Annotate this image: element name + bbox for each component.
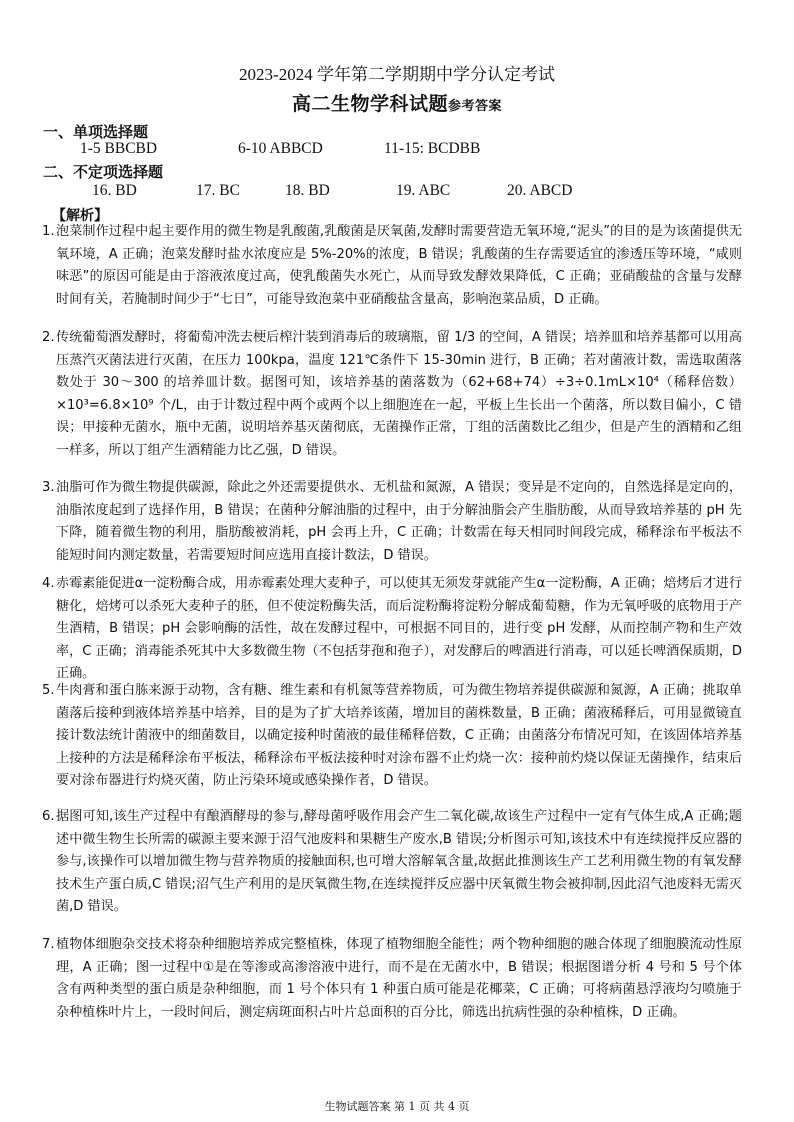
explanation-text: 牛肉膏和蛋白胨来源于动物，含有糖、维生素和有机氮等营养物质，可为微生物培养提供碳源和氮源，A 正确；挑取单菌落后接种到液体培养基中培养，目的是为了扩大培养该菌，增加目的菌株数量，B 正确；菌液稀释后，可用显微镜直接计数法统计菌液中的细菌数目，以确定接种时菌液的最佳稀释倍数，C 正确；由菌落分布情况可知，在该固体培养基上接种的方法是稀释涂布平板法，稀释涂布平板法接种时对涂布器不止灼烧一次：接种前灼烧以保证无菌操作，结束后要对涂布器进行灼烧灭菌，防止污染环境或感染操作者，D 错误。 [56, 683, 742, 789]
explanation-text: 传统葡萄酒发酵时，将葡萄冲洗去梗后榨汁装到消毒后的玻璃瓶，留 1/3 的空间，A 错误；培养皿和培养基都可以用高压蒸汽灭菌法进行灭菌，在压力 100kpa，温度 121℃条件下 15-30min 进行，B 正确；若对菌液计数，需选取菌落数处于 30～300 的培养皿计数。据图可知，该培养基的菌落数为（62+68+74）÷3÷0.1mL×10⁴（稀释倍数）×10³=6.8×10⁹ 个/L，由于计数过程中两个或两个以上细胞连在一起，平板上生长出一个菌落，所以数目偏小，C 错误；甲接种无菌水，瓶中无菌，说明培养基灭菌彻底，无菌操作正常，丁组的活菌数比乙组少，但是产生的酒精和乙组一样多，所以丁组产生酒精能力比乙强，D 错误。 [56, 330, 742, 458]
exam-title: 2023-2024 学年第二学期期中学分认定考试 [239, 65, 555, 84]
explanation-item [42, 327, 742, 463]
page-footer: 生物试题答案 第 1 页 共 4 页 [324, 1100, 470, 1113]
explanation-item [42, 934, 742, 1024]
single-answer-group-2: 6-10 ABBCD [238, 140, 323, 157]
single-answer-group-3: 11-15: BCDBB [384, 140, 481, 157]
explanation-text: 油脂可作为微生物提供碳源，除此之外还需要提供水、无机盐和氮源，A 错误；变异是不定向的，自然选择是定向的，油脂浓度起到了选择作用，B 错误；在菌种分解油脂的过程中，由于分解油脂会产生脂肪酸，从而导致培养基的 pH 先下降，随着微生物的利用，脂肪酸被消耗，pH 会再上升，C 正确；计数需在每天相同时间段完成，稀释涂布平板法不能短时间内测定数量，若需要短时间应选用直接计数法，D 错误。 [56, 480, 742, 563]
explanation-number: 6. [42, 809, 55, 824]
explanation-item [42, 221, 742, 311]
explanation-text: 赤霉素能促进α一淀粉酶合成，用赤霉素处理大麦种子，可以使其无须发芽就能产生α一淀粉酶，A 正确；焙烤后才进行糖化，焙烤可以杀死大麦种子的胚，但不使淀粉酶失活，而后淀粉酶将淀粉分解成葡萄糖，作为无氧呼吸的底物用于产生酒精，B 错误；pH 会影响酶的活性，故在发酵过程中，可根据不同目的，进行变 pH 发酵，从而控制产物和生产效率，C 正确；消毒能杀死其中大多数微生物（不包括芽孢和孢子），对发酵后的啤酒进行消毒，可以延长啤酒保质期，D 正确。 [56, 576, 742, 682]
explanation-text: 泡菜制作过程中起主要作用的微生物是乳酸菌,乳酸菌是厌氧菌,发酵时需要营造无氧环境,“泥头”的目的是为该菌提供无氧环境，A 正确；泡菜发酵时盐水浓度应是 5%-20%的浓度，B 错误；乳酸菌的生存需要适宜的渗透压等环境，“咸则味恶”的原因可能是由于溶液浓度过高，使乳酸菌失水死亡，从而导致发酵效果降低，C 正确；亚硝酸盐的含量与发酵时间有关，若腌制时间少于“七日”，可能导致泡菜中亚硝酸盐含量高，影响泡菜品质，D 正确。 [56, 224, 742, 307]
multi-answer-18: 18. BD [285, 182, 330, 199]
multi-answer-20: 20. ABCD [507, 182, 573, 199]
multi-answer-16: 16. BD [92, 182, 137, 199]
explanation-number: 7. [42, 937, 55, 952]
explanation-number: 3. [42, 480, 55, 495]
multi-answer-17: 17. BC [196, 182, 240, 199]
explanation-number: 4. [42, 576, 55, 591]
explanation-item [42, 477, 742, 567]
explanation-number: 5. [42, 683, 55, 698]
analysis-heading: 【解析】 [52, 208, 108, 224]
explanation-text: 据图可知,该生产过程中有酿酒酵母的参与,酵母菌呼吸作用会产生二氧化碳,故该生产过程中一定有气体生成,A 正确;题述中微生物生长所需的碳源主要来源于沼气池废料和果糖生产废水,B 错误;分析图示可知,该技术中有连续搅拌反应器的参与,该操作可以增加微生物与营养物质的接触面积,也可增大溶解氧含量,故据此推测该生产工艺利用微生物的有氧发酵技术生产蛋白质,C 错误;沼气生产利用的是厌氧微生物,在连续搅拌反应器中厌氧微生物会被抑制,因此沼气池废料无需灭菌,D 错误。 [56, 809, 742, 915]
multi-answer-19: 19. ABC [396, 182, 451, 199]
explanation-item [42, 680, 742, 793]
section-multi-choice: 二、不定项选择题 [43, 163, 164, 181]
document-title-suffix: 参考答案 [448, 99, 503, 114]
explanation-number: 1. [42, 224, 55, 239]
document-title-main: 高二生物学科试题 [291, 93, 448, 115]
document-title [0, 89, 794, 116]
section-single-choice: 一、单项选择题 [43, 123, 149, 141]
single-answer-group-1: 1-5 BBCBD [80, 140, 158, 157]
explanation-item [42, 573, 742, 686]
explanation-number: 2. [42, 330, 55, 345]
explanation-text: 植物体细胞杂交技术将杂种细胞培养成完整植株，体现了植物细胞全能性；两个物种细胞的融合体现了细胞膜流动性原理，A 正确；图一过程中①是在等渗或高渗溶液中进行，而不是在无菌水中，B 错误；根据图谱分析 4 号和 5 号个体含有两种类型的蛋白质是杂种细胞，而 1 号个体只有 1 种蛋白质可能是花椰菜，C 正确；可将病菌悬浮液均匀喷施于杂种植株叶片上，一段时间后，测定病斑面积占叶片总面积的百分比，筛选出抗病性强的杂种植株，D 正确。 [56, 937, 742, 1020]
explanation-item [42, 806, 742, 919]
